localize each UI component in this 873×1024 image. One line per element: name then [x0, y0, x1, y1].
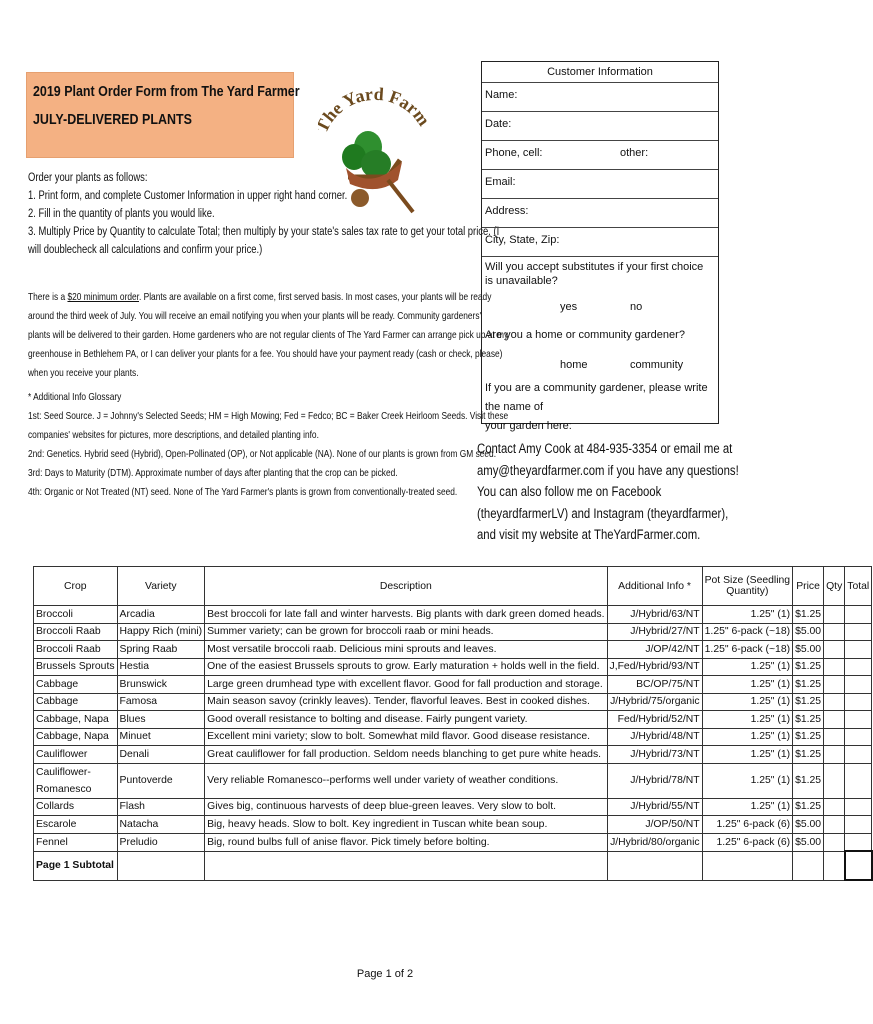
svg-text:The Yard Farmer — [318, 72, 430, 136]
description-cell: Excellent mini variety; slow to bolt. Somewhat mild flavor. Good disease resistance. — [205, 728, 607, 746]
crop-cell: Cabbage, Napa — [34, 711, 118, 729]
page-subtitle: JULY-DELIVERED PLANTS — [33, 112, 192, 128]
additional-info-cell: J/OP/42/NT — [607, 641, 702, 659]
description-cell: Great cauliflower for fall production. Seldom needs blanching to get pure white heads. — [205, 746, 607, 764]
crop-cell: Fennel — [34, 833, 118, 851]
pot-size-cell: 1.25" (1) — [702, 711, 792, 729]
qty-input[interactable] — [824, 606, 845, 624]
variety-cell: Famosa — [117, 693, 205, 711]
description-cell: Good overall resistance to bolting and disease. Fairly pungent variety. — [205, 711, 607, 729]
crop-cell: Cauliflower — [34, 746, 118, 764]
email-field[interactable]: Email: — [482, 169, 718, 198]
qty-input[interactable] — [824, 623, 845, 641]
price-cell: $1.25 — [793, 658, 824, 676]
name-field[interactable]: Name: — [482, 82, 718, 111]
pot-size-cell: 1.25" 6-pack (6) — [702, 816, 792, 834]
crop-cell: Cabbage, Napa — [34, 728, 118, 746]
contact-line-1: Contact Amy Cook at 484-935-3354 or email me at — [477, 441, 733, 456]
description-cell: Summer variety; can be grown for broccoli raab or mini heads. — [205, 623, 607, 641]
variety-cell: Preludio — [117, 833, 205, 851]
table-row — [34, 798, 872, 816]
minimum-order: $20 minimum order — [67, 292, 139, 303]
phone-field[interactable]: Phone, cell: other: — [482, 140, 718, 169]
additional-info-cell: J/Hybrid/73/NT — [607, 746, 702, 764]
additional-info-cell: J/Hybrid/80/organic — [607, 833, 702, 851]
additional-info-cell: J/OP/50/NT — [607, 816, 702, 834]
variety-cell: Natacha — [117, 816, 205, 834]
notice-line-3: plants will be delivered to their garden. Home gardeners who are not regular clients of The Yard Farmer can arrange pick up at my — [28, 330, 509, 341]
col-price: Price — [793, 567, 824, 606]
variety-cell: Spring Raab — [117, 641, 205, 659]
additional-info-cell: J/Hybrid/75/organic — [607, 693, 702, 711]
price-cell: $1.25 — [793, 693, 824, 711]
additional-info-cell: Fed/Hybrid/52/NT — [607, 711, 702, 729]
variety-cell: Puntoverde — [117, 763, 205, 798]
qty-input[interactable] — [824, 711, 845, 729]
total-cell — [845, 746, 872, 764]
price-cell: $1.25 — [793, 798, 824, 816]
variety-cell: Flash — [117, 798, 205, 816]
qty-input[interactable] — [824, 816, 845, 834]
qty-input[interactable] — [824, 728, 845, 746]
instructions-step-3: 3. Multiply Price by Quantity to calculate Total; then multiply by your state's sales tax rate to get your total price. (I — [28, 226, 500, 238]
glossary-line-3: 2nd: Genetics. Hybrid seed (Hybrid), Open-Pollinated (OP), or Not applicable (NA). None of our plants is grown from GM seed. — [28, 449, 497, 460]
crop-cell: Brussels Sprouts — [34, 658, 118, 676]
contact-info — [477, 438, 739, 546]
qty-input[interactable] — [824, 763, 845, 798]
description-cell: Best broccoli for late fall and winter harvests. Big plants with dark green domed heads. — [205, 606, 607, 624]
col-pot-size: Pot Size (Seedling Quantity) — [702, 567, 792, 606]
subtotal-label: Page 1 Subtotal — [34, 851, 118, 880]
total-cell — [845, 606, 872, 624]
additional-info-cell: J/Hybrid/55/NT — [607, 798, 702, 816]
price-cell: $5.00 — [793, 623, 824, 641]
customer-info-title: Customer Information — [547, 66, 653, 78]
pot-size-cell: 1.25" (1) — [702, 746, 792, 764]
contact-email[interactable]: amy@theyardfarmer.com if you have any questions! — [477, 462, 739, 478]
qty-input[interactable] — [824, 693, 845, 711]
price-cell: $1.25 — [793, 728, 824, 746]
qty-input[interactable] — [824, 676, 845, 694]
price-cell: $5.00 — [793, 641, 824, 659]
total-cell — [845, 798, 872, 816]
city-state-zip-field[interactable]: City, State, Zip: — [482, 227, 718, 256]
total-cell — [845, 658, 872, 676]
substitutes-no-option[interactable]: no — [630, 301, 643, 313]
notice-line-5: when you receive your plants. — [28, 368, 139, 379]
table-row — [34, 623, 872, 641]
description-cell: Very reliable Romanesco--performs well under variety of weather conditions. — [205, 763, 607, 798]
total-cell — [845, 728, 872, 746]
instructions-step-1: 1. Print form, and complete Customer Information in upper right hand corner. — [28, 190, 348, 202]
variety-cell: Blues — [117, 711, 205, 729]
variety-cell: Brunswick — [117, 676, 205, 694]
logo-text: he Yard Far — [318, 83, 423, 126]
instructions — [28, 169, 499, 259]
crop-cell: Cabbage — [34, 676, 118, 694]
pot-size-cell: 1.25" (1) — [702, 798, 792, 816]
qty-input[interactable] — [824, 798, 845, 816]
price-cell: $5.00 — [793, 816, 824, 834]
title-box — [26, 72, 300, 158]
home-gardener-option[interactable]: home — [560, 359, 588, 371]
page-title: 2019 Plant Order Form from The Yard Farmer — [33, 84, 300, 100]
pot-size-cell: 1.25" (1) — [702, 606, 792, 624]
table-row — [34, 728, 872, 746]
order-table — [33, 566, 873, 881]
order-notice — [28, 288, 508, 383]
description-cell: Large green drumhead type with excellent flavor. Good for fall production and storage. — [205, 676, 607, 694]
crop-cell: Broccoli Raab — [34, 641, 118, 659]
qty-input[interactable] — [824, 833, 845, 851]
substitutes-label: Will you accept substitutes if your first choice is unavailable? — [485, 261, 704, 287]
description-cell: Big, heavy heads. Slow to bolt. Key ingredient in Tuscan white bean soup. — [205, 816, 607, 834]
crop-cell: Cauliflower-Romanesco — [34, 763, 118, 798]
table-row — [34, 711, 872, 729]
additional-info-cell: J,Fed/Hybrid/93/NT — [607, 658, 702, 676]
variety-cell: Happy Rich (mini) — [117, 623, 205, 641]
crop-cell: Escarole — [34, 816, 118, 834]
notice-line-4: greenhouse in Bethlehem PA, or I can deliver your plants for a fee. You should have your payment ready (cash or check, please) — [28, 349, 503, 360]
pot-size-cell: 1.25" 6-pack (~18) — [702, 641, 792, 659]
contact-line-4: (theyardfarmerLV) and Instagram (theyardfarmer), — [477, 505, 729, 521]
col-qty: Qty — [824, 567, 845, 606]
table-header-row — [34, 567, 872, 606]
community-gardener-option[interactable]: community — [630, 359, 684, 371]
additional-info-cell: J/Hybrid/48/NT — [607, 728, 702, 746]
price-cell: $1.25 — [793, 711, 824, 729]
contact-website[interactable]: and visit my website at TheYardFarmer.com. — [477, 527, 701, 542]
page-number: Page 1 of 2 — [356, 968, 414, 980]
pot-size-cell: 1.25" (1) — [702, 658, 792, 676]
additional-info-cell: BC/OP/75/NT — [607, 676, 702, 694]
pot-size-cell: 1.25" (1) — [702, 763, 792, 798]
additional-info-cell: J/Hybrid/78/NT — [607, 763, 702, 798]
crop-cell: Broccoli — [34, 606, 118, 624]
col-additional-info: Additional Info * — [607, 567, 702, 606]
glossary-line-5: 4th: Organic or Not Treated (NT) seed. None of The Yard Farmer's plants is grown from conventionally-treated seed. — [28, 487, 458, 498]
pot-size-cell: 1.25" (1) — [702, 728, 792, 746]
total-cell — [845, 623, 872, 641]
substitutes-question — [482, 256, 718, 323]
price-cell: $1.25 — [793, 746, 824, 764]
col-crop: Crop — [34, 567, 118, 606]
gardener-type-question: Are you a home or community gardener? home community — [485, 329, 685, 371]
garden-name-field[interactable]: If you are a community gardener, please write the name of your garden here: — [485, 382, 708, 432]
total-cell — [845, 676, 872, 694]
description-cell: Big, round bulbs full of anise flavor. Pick timely before bolting. — [205, 833, 607, 851]
total-cell — [845, 816, 872, 834]
table-row — [34, 693, 872, 711]
table-row — [34, 606, 872, 624]
variety-cell: Denali — [117, 746, 205, 764]
glossary-title: * Additional Info Glossary — [28, 392, 122, 403]
address-field[interactable]: Address: — [482, 198, 718, 227]
variety-cell: Hestia — [117, 658, 205, 676]
price-cell: $1.25 — [793, 763, 824, 798]
table-row — [34, 833, 872, 851]
pot-size-cell: 1.25" (1) — [702, 676, 792, 694]
glossary-line-1: 1st: Seed Source. J = Johnny's Selected Seeds; HM = High Mowing; Fed = Fedco; BC = Baker Creek Heirloom Seeds. Visit these — [28, 411, 509, 422]
subtotal-input[interactable] — [845, 851, 872, 880]
price-cell: $1.25 — [793, 676, 824, 694]
contact-line-3: You can also follow me on Facebook — [477, 484, 662, 499]
crop-cell: Collards — [34, 798, 118, 816]
glossary-line-4: 3rd: Days to Maturity (DTM). Approximate number of days after planting that the crop can be picked. — [28, 468, 398, 479]
col-total: Total — [845, 567, 872, 606]
notice-line-2: around the third week of July. You will receive an email notifying you when your plants will be ready. Community gardeners' — [28, 311, 482, 322]
total-cell — [845, 763, 872, 798]
glossary-line-2: companies' websites for pictures, more descriptions, and detailed planting info. — [28, 430, 319, 441]
other-phone-label: other: — [620, 147, 649, 159]
description-cell: Main season savoy (crinkly leaves). Tender, flavorful leaves. Best in cooked dishes. — [205, 693, 607, 711]
customer-info-form — [481, 61, 719, 432]
table-row — [34, 816, 872, 834]
table-row — [34, 763, 872, 798]
total-cell — [845, 693, 872, 711]
price-cell: $1.25 — [793, 606, 824, 624]
col-variety: Variety — [117, 567, 205, 606]
description-cell: Most versatile broccoli raab. Delicious mini sprouts and leaves. — [205, 641, 607, 659]
price-cell: $5.00 — [793, 833, 824, 851]
qty-input[interactable] — [824, 658, 845, 676]
table-row — [34, 676, 872, 694]
additional-info-cell: J/Hybrid/27/NT — [607, 623, 702, 641]
instructions-step-3-cont: will doublecheck all calculations and confirm your price.) — [28, 244, 263, 256]
qty-input[interactable] — [824, 746, 845, 764]
variety-cell: Arcadia — [117, 606, 205, 624]
crop-cell: Cabbage — [34, 693, 118, 711]
substitutes-yes-option[interactable]: yes — [560, 301, 578, 313]
pot-size-cell: 1.25" (1) — [702, 693, 792, 711]
total-cell — [845, 641, 872, 659]
instructions-intro: Order your plants as follows: — [28, 172, 148, 184]
notice-line-1: There is a $20 minimum order. Plants are available on a first come, first served basis. In most cases, your plants will be ready — [28, 292, 492, 303]
description-cell: One of the easiest Brussels sprouts to grow. Early maturation + holds well in the field. — [205, 658, 607, 676]
pot-size-cell: 1.25" 6-pack (~18) — [702, 623, 792, 641]
description-cell: Gives big, continuous harvests of deep blue-green leaves. Very slow to bolt. — [205, 798, 607, 816]
total-cell — [845, 711, 872, 729]
total-cell — [845, 833, 872, 851]
col-description: Description — [205, 567, 607, 606]
instructions-step-2: 2. Fill in the quantity of plants you would like. — [28, 208, 215, 220]
date-field[interactable]: Date: — [482, 111, 718, 140]
subtotal-row — [34, 851, 872, 880]
table-row — [34, 641, 872, 659]
variety-cell: Minuet — [117, 728, 205, 746]
glossary — [28, 388, 508, 502]
pot-size-cell: 1.25" 6-pack (6) — [702, 833, 792, 851]
table-row — [34, 746, 872, 764]
table-row — [34, 658, 872, 676]
crop-cell: Broccoli Raab — [34, 623, 118, 641]
additional-info-cell: J/Hybrid/63/NT — [607, 606, 702, 624]
qty-input[interactable] — [824, 641, 845, 659]
